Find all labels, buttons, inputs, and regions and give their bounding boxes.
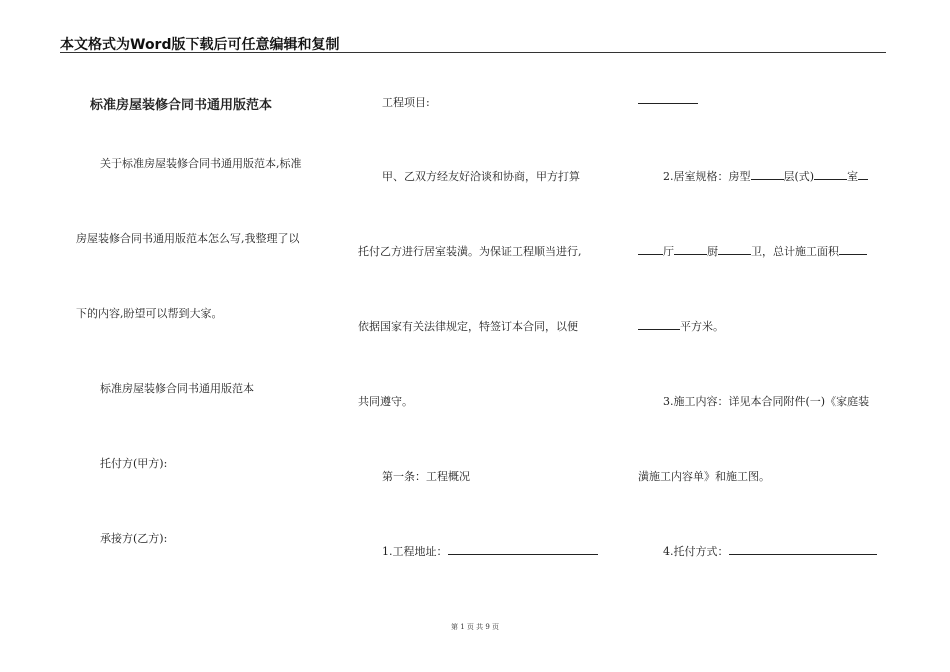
- area-value-blank: [638, 328, 680, 330]
- room-blank: [858, 178, 868, 180]
- room-spec-row: [663, 168, 868, 184]
- hall-blank: [638, 253, 663, 255]
- bath-blank: [718, 253, 751, 255]
- project-blank-row: [638, 94, 698, 107]
- article-1-heading: 第一条：工程概况: [382, 470, 470, 483]
- area-blank: [839, 253, 867, 255]
- address-blank: [448, 553, 598, 555]
- payment-blank: [729, 553, 877, 555]
- room-spec-row-2: [638, 243, 867, 259]
- room-spec-label: 2.居室规格：房型: [663, 170, 751, 183]
- payment-row: [663, 543, 877, 559]
- payment-label: 4.托付方式：: [663, 545, 729, 558]
- intro-line-2: 房屋装修合同书通用版范本怎么写,我整理了以: [76, 232, 300, 245]
- house-type-blank: [751, 178, 784, 180]
- construction-content-line-1: 3.施工内容：详见本合同附件(一)《家庭装: [663, 395, 870, 408]
- party-b-label: 承接方(乙方):: [100, 532, 168, 545]
- document-title: 标准房屋装修合同书通用版范本: [90, 98, 273, 113]
- kitchen-label: 厨: [707, 245, 718, 258]
- floor-label: 层(式): [783, 170, 815, 183]
- paragraph-1-line-3: 依据国家有关法律规定，特签订本合同，以便: [358, 320, 578, 333]
- construction-content-line-2: 潢施工内容单》和施工图。: [638, 470, 770, 483]
- project-blank: [638, 102, 698, 104]
- hall-label: 厅: [663, 245, 674, 258]
- area-unit-row: [638, 318, 724, 334]
- kitchen-blank: [674, 253, 707, 255]
- paragraph-1-line-4: 共同遵守。: [358, 395, 413, 408]
- room-label: 室: [847, 170, 859, 183]
- document-header: 本文格式为Word版下载后可任意编辑和复制: [60, 37, 340, 53]
- intro-line-3: 下的内容,盼望可以帮到大家。: [76, 307, 223, 320]
- floor-blank: [814, 178, 847, 180]
- address-label: 1.工程地址：: [382, 545, 448, 558]
- header-rule: [60, 52, 886, 53]
- contract-subtitle: 标准房屋装修合同书通用版范本: [100, 382, 254, 395]
- party-a-label: 托付方(甲方):: [100, 457, 168, 470]
- paragraph-1-line-2: 托付乙方进行居室装潢。为保证工程顺当进行,: [358, 245, 582, 258]
- page-number: 第 1 页 共 9 页: [450, 623, 500, 631]
- project-label: 工程项目:: [382, 96, 430, 109]
- area-unit: 平方米。: [680, 320, 724, 333]
- intro-line-1: 关于标准房屋装修合同书通用版范本,标准: [100, 157, 302, 170]
- address-row: [382, 543, 598, 559]
- area-label: 卫，总计施工面积: [751, 245, 839, 258]
- paragraph-1-line-1: 甲、乙双方经友好洽谈和协商，甲方打算: [382, 170, 580, 183]
